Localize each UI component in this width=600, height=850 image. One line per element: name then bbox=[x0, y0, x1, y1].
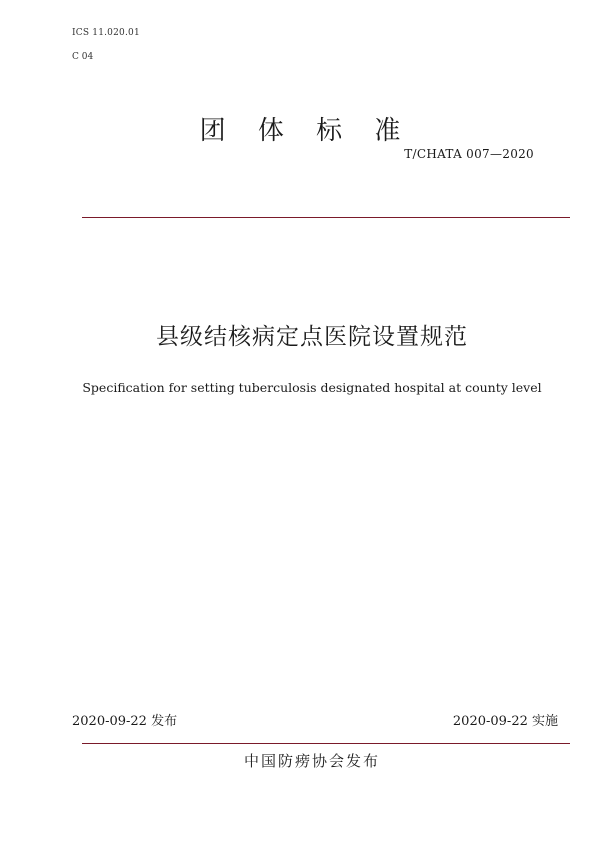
top-divider bbox=[82, 217, 570, 218]
standard-number: T/CHATA 007—2020 bbox=[404, 147, 534, 161]
publisher-line: 中国防痨协会发布 bbox=[243, 752, 380, 770]
bottom-divider bbox=[82, 743, 570, 744]
standard-type-heading: 团 体 标 准 bbox=[199, 116, 413, 146]
document-title-chinese: 县级结核病定点医院设置规范 bbox=[156, 324, 468, 350]
ics-code: ICS 11.020.01 bbox=[72, 28, 140, 38]
document-title-english: Specification for setting tuberculosis designated hospital at county level bbox=[82, 380, 542, 395]
ccs-code: C 04 bbox=[72, 52, 94, 62]
publication-date: 2020-09-22 发布 bbox=[72, 714, 178, 729]
implementation-date: 2020-09-22 实施 bbox=[452, 714, 558, 729]
